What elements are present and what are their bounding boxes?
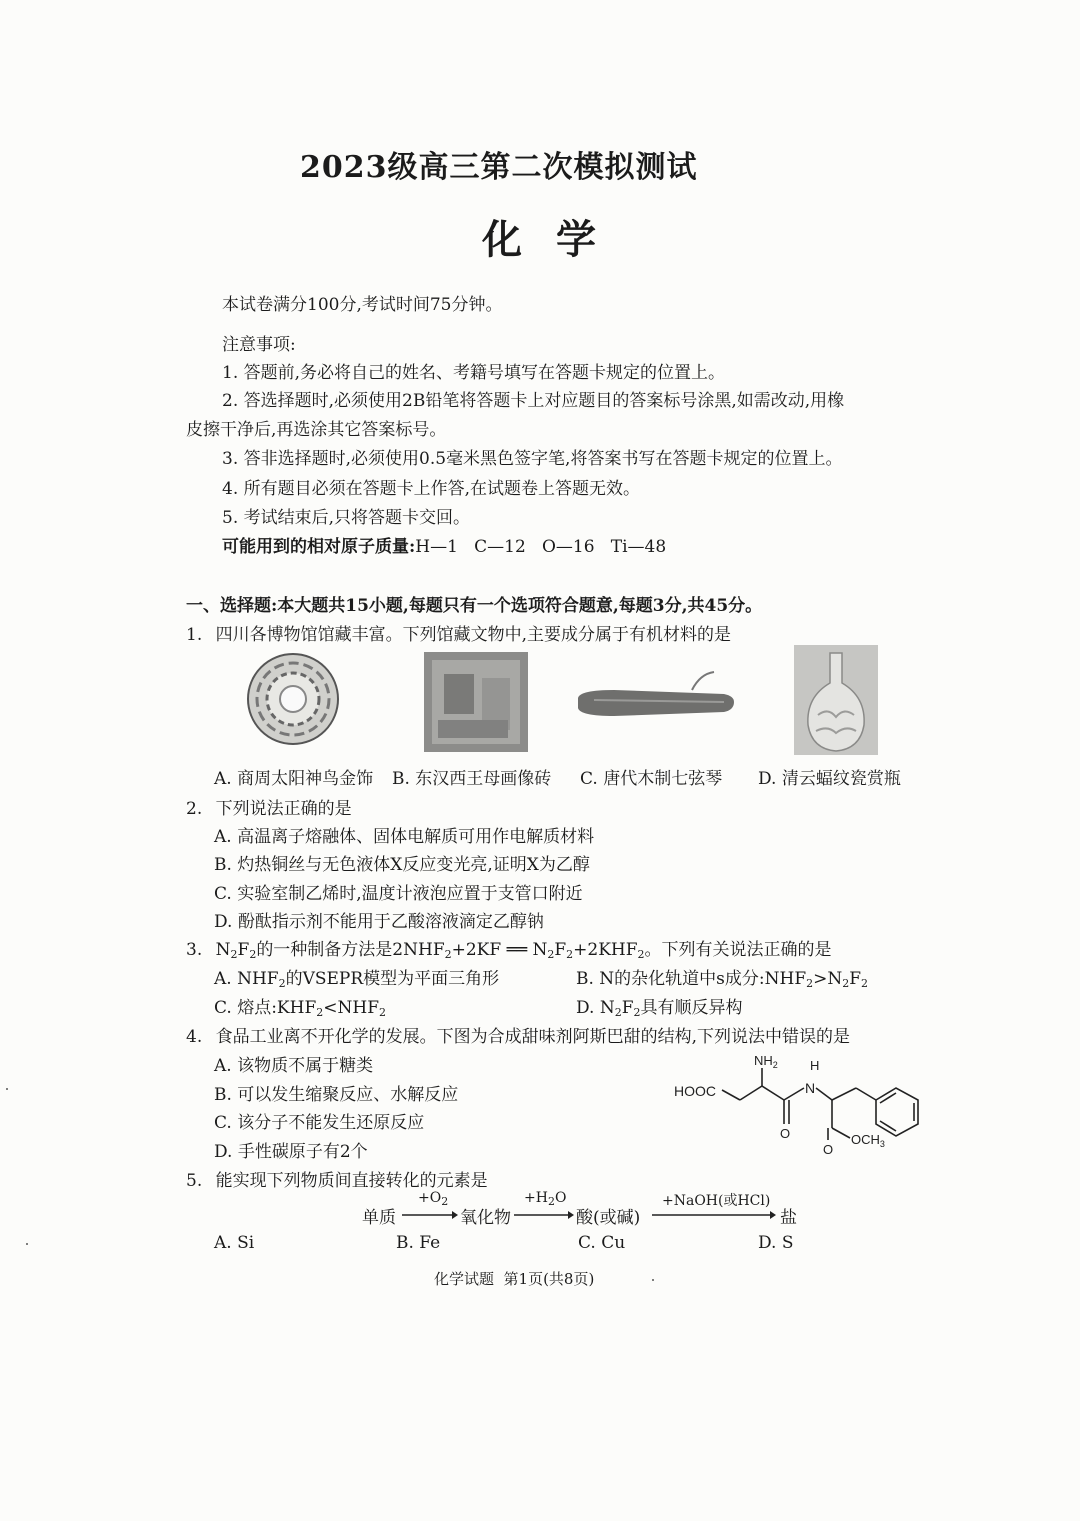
question-number: 2. <box>186 799 203 819</box>
n-label: N <box>805 1080 816 1096</box>
page-footer: 化学试题 第1页(共8页) <box>434 1270 595 1288</box>
option-c: C. 该分子不能发生还原反应 <box>214 1113 425 1133</box>
question-number: 1. <box>186 625 203 645</box>
option-d: D. S <box>758 1233 794 1253</box>
exam-title: 2023级高三第二次模拟测试 <box>300 150 698 185</box>
question-stem: 四川各博物馆馆藏丰富。下列馆藏文物中,主要成分属于有机材料的是 <box>215 625 732 645</box>
question-4 <box>186 1022 850 1047</box>
option-b: B. Fe <box>396 1233 441 1253</box>
option-d: D. 手性碳原子有2个 <box>214 1142 368 1162</box>
question-3 <box>186 935 832 961</box>
scan-speck <box>652 1279 654 1281</box>
note-item: 5. 考试结束后,只将答题卡交回。 <box>222 508 471 528</box>
option-c: C. Cu <box>578 1233 626 1253</box>
arrow-label: $+O_2$ <box>418 1190 449 1208</box>
nh2-label: $NH_2$ <box>754 1053 778 1070</box>
arrow-icon <box>514 1210 574 1220</box>
option-a: A. 高温离子熔融体、固体电解质可用作电解质材料 <box>214 827 595 847</box>
question-5 <box>186 1166 488 1191</box>
question-stem: 食品工业离不开化学的发展。下图为合成甜味剂阿斯巴甜的结构,下列说法中错误的是 <box>215 1027 851 1047</box>
tang-wooden-guqin-image <box>574 668 738 728</box>
o-label: O <box>823 1142 834 1157</box>
atomic-mass-values: H—1 C—12 O—16 Ti—48 <box>415 537 667 557</box>
o-label: O <box>780 1126 791 1141</box>
option-d: D. $N_2F_2$具有顺反异构 <box>576 998 743 1019</box>
intro-text: 本试卷满分100分,考试时间75分钟。 <box>222 295 503 315</box>
h-label: H <box>810 1058 820 1073</box>
question-stem: $N_2F_2$的一种制备方法是$2NHF_2+2KF$ ══ $N_2F_2+2KHF_2$。下列有关说法正确的是 <box>215 940 832 961</box>
notes-heading: 注意事项: <box>222 335 296 355</box>
subject-title: 化学 <box>482 216 630 263</box>
arrow-label: $+H_2O$ <box>524 1190 567 1208</box>
hooc-label: HOOC <box>674 1083 716 1099</box>
option-a: A. Si <box>214 1233 255 1253</box>
scheme-substance: 氧化物 <box>460 1208 511 1228</box>
option-a: A. $NHF_2$的VSEPR模型为平面三角形 <box>214 969 500 990</box>
note-item: 1. 答题前,务必将自己的姓名、考籍号填写在答题卡规定的位置上。 <box>222 363 726 383</box>
scheme-substance: 单质 <box>362 1208 396 1228</box>
question-number: 3. <box>186 940 203 960</box>
option-d: D. 清云蝠纹瓷赏瓶 <box>758 769 901 789</box>
och3-label: $OCH_3$ <box>851 1132 885 1149</box>
atomic-mass-label: 可能用到的相对原子质量: <box>222 537 416 557</box>
scheme-substance: 盐 <box>780 1208 797 1228</box>
aspartame-structure <box>670 1052 940 1162</box>
option-a: A. 该物质不属于糖类 <box>214 1056 374 1076</box>
option-c: C. 熔点$:KHF_2<NHF_2$ <box>214 998 387 1019</box>
option-b: B. 东汉西王母画像砖 <box>392 769 552 789</box>
question-number: 4. <box>186 1027 203 1047</box>
scan-speck <box>6 1088 8 1090</box>
qing-porcelain-vase-image <box>794 645 878 755</box>
option-b: B. 灼热铜丝与无色液体X反应变光亮,证明X为乙醇 <box>214 855 590 875</box>
question-stem: 能实现下列物质间直接转化的元素是 <box>215 1171 488 1191</box>
arrow-label: +NaOH(或HCl) <box>662 1193 771 1209</box>
option-b: B. N的杂化轨道中s成分$:NHF_2>N_2F_2$ <box>576 969 869 990</box>
note-item: 4. 所有题目必须在答题卡上作答,在试题卷上答题无效。 <box>222 479 641 499</box>
note-item: 2. 答选择题时,必须使用2B铅笔将答题卡上对应题目的答案标号涂黑,如需改动,用橡 <box>222 391 845 411</box>
question-stem: 下列说法正确的是 <box>215 799 352 819</box>
question-1 <box>186 620 731 645</box>
scheme-substance: 酸(或碱) <box>576 1208 641 1228</box>
question-number: 5. <box>186 1171 203 1191</box>
arrow-icon <box>652 1210 776 1220</box>
option-d: D. 酚酞指示剂不能用于乙酸溶液滴定乙醇钠 <box>214 912 544 932</box>
option-c: C. 唐代木制七弦琴 <box>580 769 723 789</box>
scan-speck <box>26 1243 28 1245</box>
sun-bird-gold-ornament-image <box>246 652 340 746</box>
option-c: C. 实验室制乙烯时,温度计液泡应置于支管口附近 <box>214 884 583 904</box>
atomic-mass-line <box>222 532 666 557</box>
question-2 <box>186 794 352 819</box>
section-heading: 一、选择题:本大题共15小题,每题只有一个选项符合题意,每题3分,共45分。 <box>186 596 763 616</box>
option-b: B. 可以发生缩聚反应、水解反应 <box>214 1085 459 1105</box>
arrow-icon <box>402 1210 458 1220</box>
xiwangmu-brick-image <box>422 648 530 756</box>
note-item: 3. 答非选择题时,必须使用0.5毫米黑色签字笔,将答案书写在答题卡规定的位置上。 <box>222 449 843 469</box>
option-a: A. 商周太阳神鸟金饰 <box>214 769 374 789</box>
note-item-cont: 皮擦干净后,再选涂其它答案标号。 <box>186 420 447 440</box>
